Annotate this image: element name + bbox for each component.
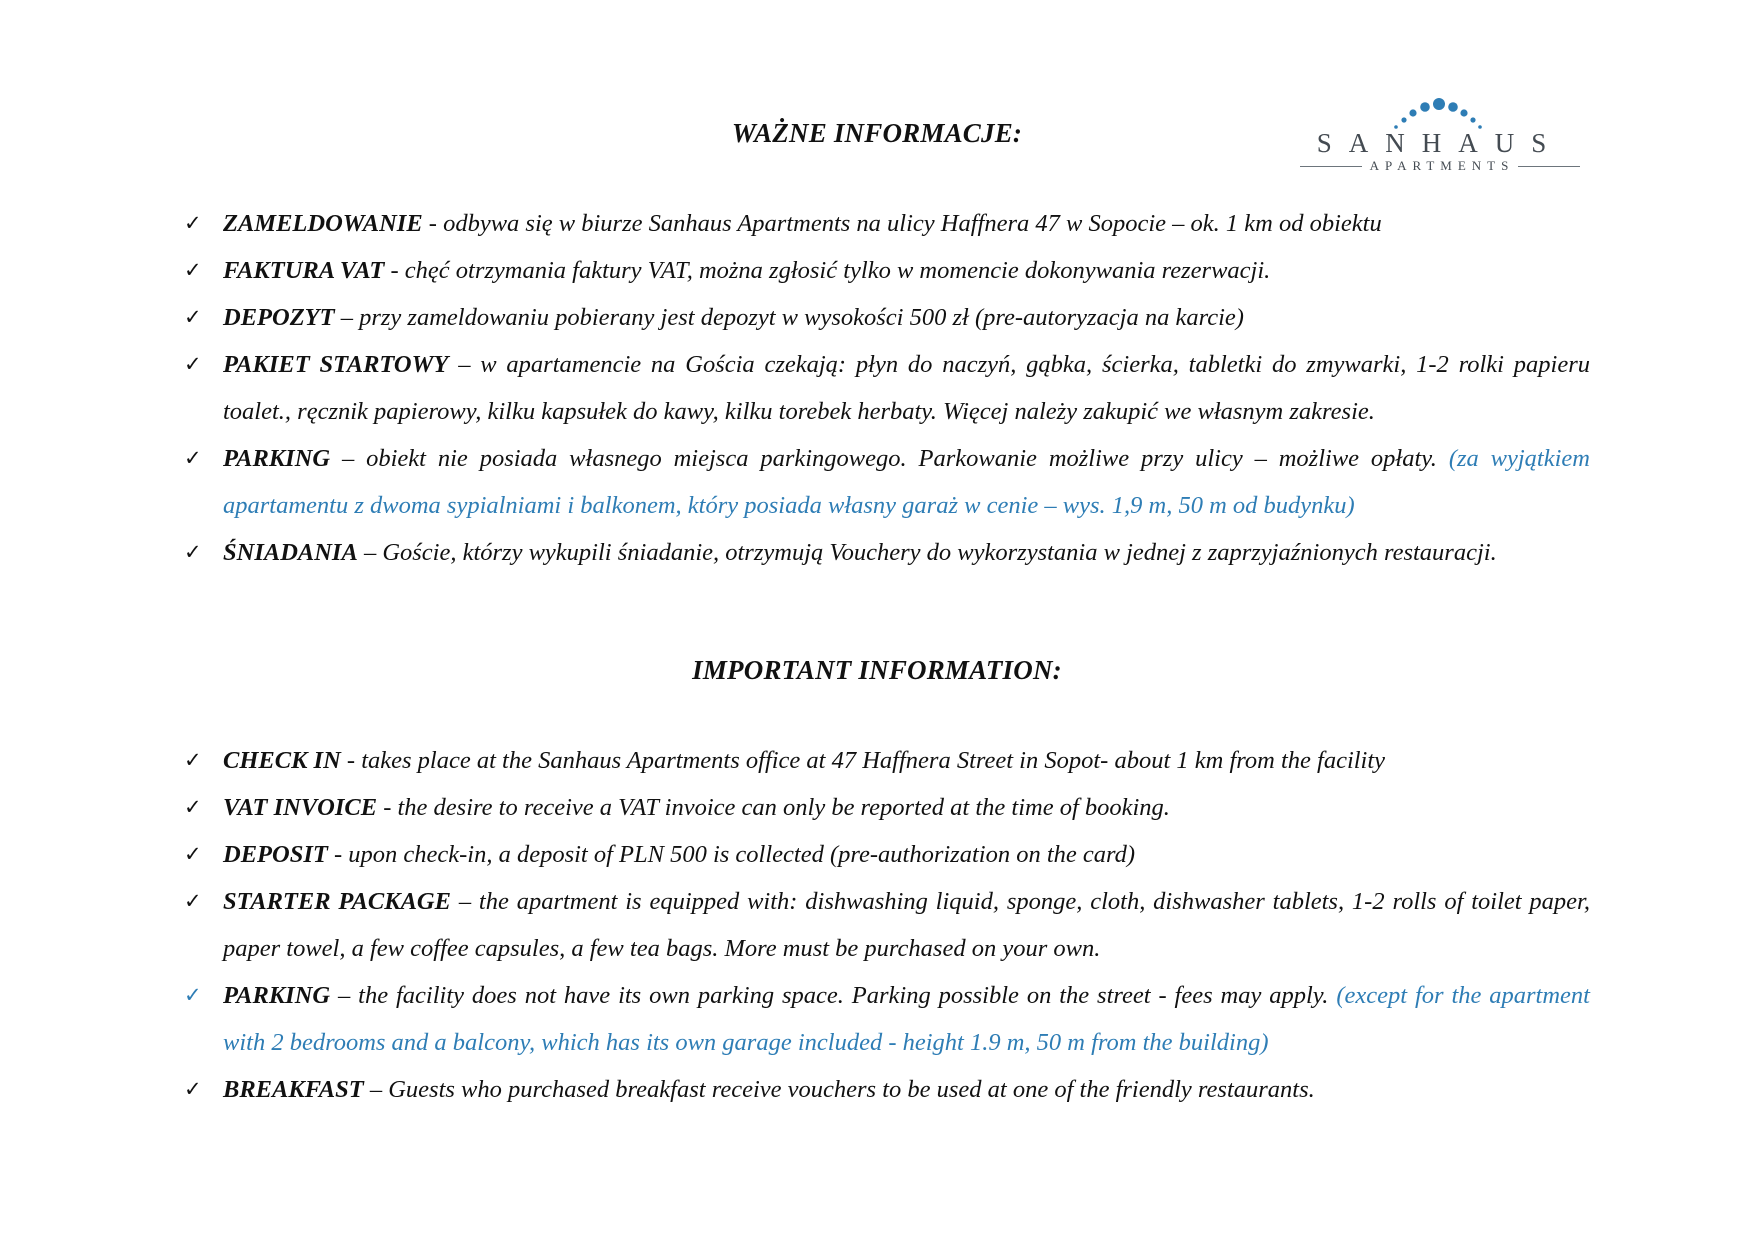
item-text: – Guests who purchased breakfast receive vouchers to be used at one of the friendly restaurants. [363,1076,1315,1103]
check-icon: ✓ [184,748,202,772]
item-key: PARKING [223,982,331,1009]
list-item-starter-package-en [180,878,1590,972]
item-text: - takes place at the Sanhaus Apartments office at 47 Haffnera Street in Sopot- about 1 km from the facility [340,747,1386,774]
list-item-deposit-en [180,831,1590,878]
item-text: – w apartamencie na Gościa czekają: płyn do naczyń, gąbka, ścierka, tabletki do zmywarki, 1-2 rolki papieru toalet., ręcznik papierowy, kilku kapsułek do kawy, kilku torebek herbaty. Więcej należy zakupić we własnym zakresie. [223,351,1590,425]
logo-wordmark: SANHAUS [1316,128,1564,158]
list-item-check-in-pl [180,200,1590,247]
check-icon: ✓ [184,352,202,376]
check-icon: ✓ [184,446,202,470]
item-key: CHECK IN [223,747,341,774]
item-key: PARKING [223,445,331,472]
item-key: ZAMELDOWANIE [223,210,423,237]
item-key: VAT INVOICE [223,794,378,821]
list-item-starter-package-pl [180,341,1590,435]
check-icon: ✓ [184,305,202,329]
item-key: DEPOZYT [223,304,335,331]
list-item-deposit-pl [180,294,1590,341]
check-icon: ✓ [184,889,202,913]
check-icon: ✓ [184,540,202,564]
item-key: ŚNIADANIA [223,539,358,566]
logo-rule-right [1518,166,1580,167]
item-key: BREAKFAST [223,1076,364,1103]
item-text: – Goście, którzy wykupili śniadanie, otrzymują Vouchery do wykorzystania w jednej z zaprzyjaźnionych restauracji. [357,539,1497,566]
logo-subtitle-text: APARTMENTS [1369,158,1515,173]
list-item-breakfast-en [180,1066,1590,1113]
list-item-vat-invoice-en [180,784,1590,831]
check-icon: ✓ [184,1077,202,1101]
english-title: IMPORTANT INFORMATION: [692,655,1062,685]
check-icon: ✓ [184,983,202,1007]
item-key: FAKTURA VAT [223,257,385,284]
item-note: (za wyjątkiem apartamentu z dwoma sypialniami i balkonem, który posiada własny garaż w cenie – wys. 1,9 m, 50 m od budynku) [223,445,1590,519]
polish-title: WAŻNE INFORMACJE: [731,118,1023,148]
item-text: - the desire to receive a VAT invoice can only be reported at the time of booking. [377,794,1170,821]
list-item-breakfast-pl [180,529,1590,576]
item-text: - upon check-in, a deposit of PLN 500 is collected (pre-authorization on the card) [327,841,1136,868]
list-item-check-in-en [180,737,1590,784]
polish-info-list [180,200,1590,576]
item-text: – the facility does not have its own parking space. Parking possible on the street - fees may apply. [330,982,1337,1009]
item-text: – obiekt nie posiada własnego miejsca parkingowego. Parkowanie możliwe przy ulicy – możliwe opłaty. [330,445,1449,472]
item-text: - odbywa się w biurze Sanhaus Apartments na ulicy Haffnera 47 w Sopocie – ok. 1 km od obiektu [422,210,1382,237]
item-text: - chęć otrzymania faktury VAT, można zgłosić tylko w momencie dokonywania rezerwacji. [384,257,1271,284]
list-item-parking-en [180,972,1590,1066]
logo-subtitle [1290,156,1590,176]
list-item-vat-invoice-pl [180,247,1590,294]
item-text: – the apartment is equipped with: dishwashing liquid, sponge, cloth, dishwasher tablets, 1-2 rolls of toilet paper, paper towel, a few coffee capsules, a few tea bags. More must be purchased on your own. [223,888,1590,962]
check-icon: ✓ [184,211,202,235]
check-icon: ✓ [184,842,202,866]
item-text: – przy zameldowaniu pobierany jest depozyt w wysokości 500 zł (pre-autoryzacja na karcie) [334,304,1244,331]
item-note: (except for the apartment with 2 bedrooms and a balcony, which has its own garage included - height 1.9 m, 50 m from the building) [223,982,1590,1056]
item-key: PAKIET STARTOWY [223,351,449,378]
check-icon: ✓ [184,258,202,282]
logo-rule-left [1300,166,1362,167]
item-key: DEPOSIT [223,841,328,868]
item-key: STARTER PACKAGE [223,888,451,915]
english-info-list [180,737,1590,1113]
check-icon: ✓ [184,795,202,819]
list-item-parking-pl [180,435,1590,529]
